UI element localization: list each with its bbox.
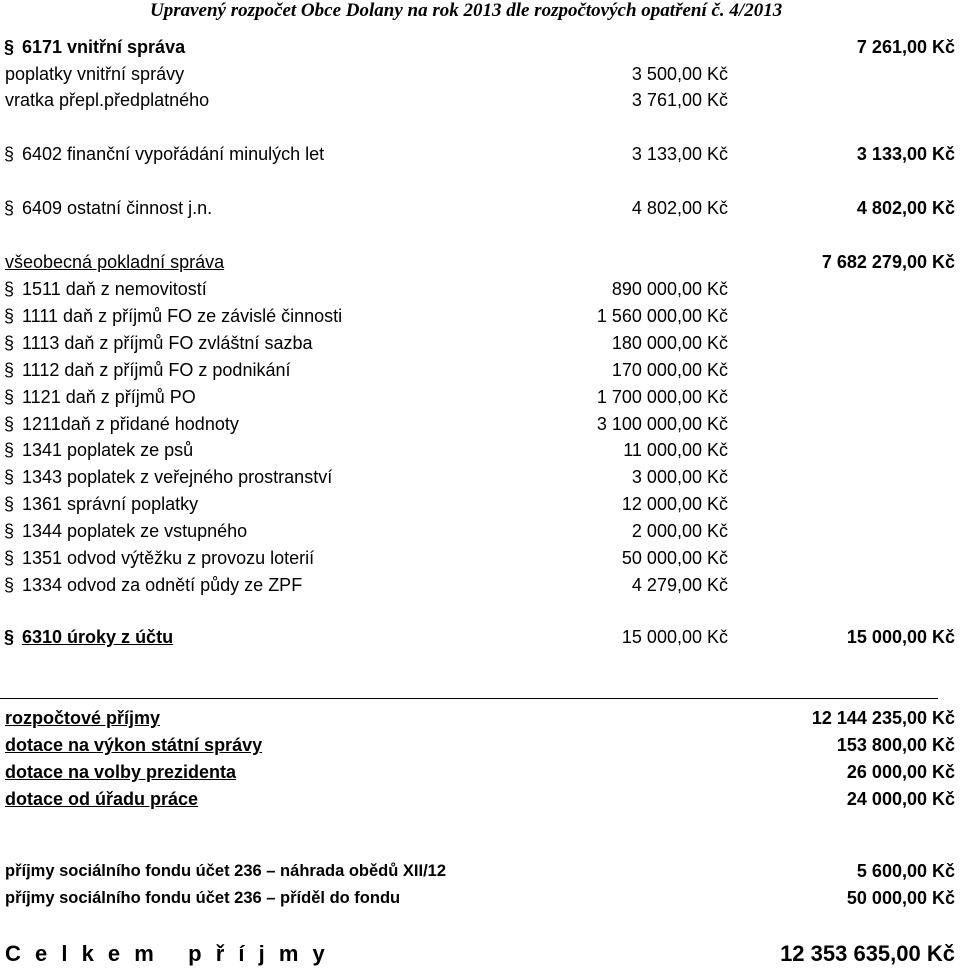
section-6310-label: 6310 úroky z účtu bbox=[22, 627, 174, 647]
section-mark-icon: § bbox=[4, 627, 15, 647]
section-6402-total: 3 133,00 Kč bbox=[856, 144, 955, 164]
summary-row bbox=[0, 759, 960, 785]
line-item bbox=[0, 61, 960, 87]
section-mark-icon: § bbox=[4, 440, 15, 461]
line-item bbox=[0, 464, 960, 490]
item-amount: 3 761,00 Kč bbox=[631, 90, 728, 110]
social-fund-row bbox=[0, 885, 960, 911]
item-amount: 12 000,00 Kč bbox=[621, 494, 728, 515]
social-fund-label: příjmy sociálního fondu účet 236 – náhrada obědů XII/12 bbox=[5, 862, 447, 880]
section-mark-icon: § bbox=[4, 386, 15, 407]
grand-total-label: C e l k e m p ř í j m y bbox=[5, 941, 329, 966]
line-item bbox=[0, 330, 960, 356]
item-amount: 170 000,00 Kč bbox=[611, 359, 728, 380]
item-amount: 3 100 000,00 Kč bbox=[596, 413, 728, 434]
social-fund-row bbox=[0, 858, 960, 884]
line-item bbox=[0, 545, 960, 571]
line-item bbox=[0, 384, 960, 410]
line-item bbox=[0, 276, 960, 302]
item-label: 1111 daň z příjmů FO ze závislé činnosti bbox=[22, 305, 343, 326]
social-fund-total: 50 000,00 Kč bbox=[846, 888, 955, 908]
item-label: 1511 daň z nemovitostí bbox=[22, 279, 207, 299]
line-item bbox=[0, 87, 960, 113]
summary-total: 12 144 235,00 Kč bbox=[811, 708, 955, 728]
section-mark-icon: § bbox=[4, 548, 15, 568]
section-mark-icon: § bbox=[4, 467, 15, 488]
summary-label: rozpočtové příjmy bbox=[5, 708, 161, 728]
grand-total-value: 12 353 635,00 Kč bbox=[780, 941, 955, 966]
item-label: vratka přepl.předplatného bbox=[5, 90, 210, 110]
item-amount: 50 000,00 Kč bbox=[621, 548, 728, 568]
line-item bbox=[0, 357, 960, 383]
item-label: 1334 odvod za odnětí půdy ze ZPF bbox=[22, 574, 303, 595]
line-item bbox=[0, 518, 960, 544]
item-amount: 890 000,00 Kč bbox=[611, 279, 728, 299]
section-mark-icon: § bbox=[4, 359, 15, 380]
section-6171-label: 6171 vnitřní správa bbox=[22, 37, 186, 57]
section-mark-icon: § bbox=[4, 305, 15, 326]
item-label: 1211daň z přidané hodnoty bbox=[22, 413, 239, 434]
pokladni-sprava-total: 7 682 279,00 Kč bbox=[821, 252, 955, 272]
section-6402-amount: 3 133,00 Kč bbox=[631, 144, 728, 164]
section-mark-icon: § bbox=[4, 521, 15, 542]
pokladni-sprava-label: všeobecná pokladní správa bbox=[5, 252, 225, 272]
section-6310-row bbox=[0, 624, 960, 650]
section-6402-row bbox=[0, 141, 960, 167]
line-item bbox=[0, 303, 960, 329]
section-6402-label: 6402 finanční vypořádání minulých let bbox=[22, 144, 325, 164]
line-item bbox=[0, 437, 960, 463]
item-amount: 180 000,00 Kč bbox=[611, 332, 728, 353]
summary-row bbox=[0, 705, 960, 731]
line-item bbox=[0, 411, 960, 437]
item-amount: 3 500,00 Kč bbox=[631, 64, 728, 84]
section-6409-total: 4 802,00 Kč bbox=[856, 198, 955, 218]
item-label: 1343 poplatek z veřejného prostranství bbox=[22, 467, 333, 488]
item-label: 1361 správní poplatky bbox=[22, 494, 199, 515]
summary-total: 153 800,00 Kč bbox=[836, 735, 955, 755]
section-mark-icon: § bbox=[4, 144, 15, 164]
item-label: poplatky vnitřní správy bbox=[5, 64, 185, 84]
item-label: 1113 daň z příjmů FO zvláštní sazba bbox=[22, 332, 313, 353]
summary-label: dotace na volby prezidenta bbox=[5, 762, 237, 782]
section-mark-icon: § bbox=[4, 574, 15, 595]
section-6310-total: 15 000,00 Kč bbox=[846, 627, 955, 647]
item-label: 1344 poplatek ze vstupného bbox=[22, 521, 248, 542]
grand-total-row bbox=[0, 938, 960, 970]
section-6310-amount: 15 000,00 Kč bbox=[621, 627, 728, 647]
item-amount: 4 279,00 Kč bbox=[631, 574, 728, 595]
document-title: Upravený rozpočet Obce Dolany na rok 2013 dle rozpočtových opatření č. 4/2013 bbox=[150, 0, 783, 21]
section-mark-icon: § bbox=[4, 198, 15, 218]
section-6409-row bbox=[0, 195, 960, 221]
section-6171-row bbox=[0, 34, 960, 60]
pokladni-sprava-row bbox=[0, 249, 960, 275]
line-item bbox=[0, 491, 960, 517]
item-label: 1351 odvod výtěžku z provozu loterií bbox=[22, 548, 315, 568]
section-6409-amount: 4 802,00 Kč bbox=[631, 198, 728, 218]
social-fund-total: 5 600,00 Kč bbox=[856, 861, 955, 881]
section-mark-icon: § bbox=[4, 279, 15, 299]
section-mark-icon: § bbox=[4, 413, 15, 434]
section-6409-label: 6409 ostatní činnost j.n. bbox=[22, 198, 213, 218]
item-amount: 1 700 000,00 Kč bbox=[596, 386, 728, 407]
item-amount: 3 000,00 Kč bbox=[631, 467, 728, 488]
social-fund-label: příjmy sociálního fondu účet 236 – příděl do fondu bbox=[5, 889, 401, 907]
section-6171-total: 7 261,00 Kč bbox=[856, 37, 955, 57]
item-amount: 11 000,00 Kč bbox=[623, 440, 728, 461]
section-mark-icon: § bbox=[4, 332, 15, 353]
item-label: 1341 poplatek ze psů bbox=[22, 440, 194, 461]
item-amount: 1 560 000,00 Kč bbox=[596, 305, 728, 326]
summary-label: dotace na výkon státní správy bbox=[5, 735, 263, 755]
summary-total: 26 000,00 Kč bbox=[846, 762, 955, 782]
summary-total: 24 000,00 Kč bbox=[846, 789, 955, 809]
line-item bbox=[0, 572, 960, 598]
summary-row bbox=[0, 786, 960, 812]
summary-label: dotace od úřadu práce bbox=[5, 789, 199, 809]
item-label: 1112 daň z příjmů FO z podnikání bbox=[22, 359, 291, 380]
summary-row bbox=[0, 732, 960, 758]
divider-line bbox=[0, 698, 938, 699]
section-mark-icon: § bbox=[4, 494, 15, 515]
item-label: 1121 daň z příjmů PO bbox=[22, 386, 196, 407]
section-mark-icon: § bbox=[4, 37, 15, 57]
item-amount: 2 000,00 Kč bbox=[631, 521, 728, 542]
